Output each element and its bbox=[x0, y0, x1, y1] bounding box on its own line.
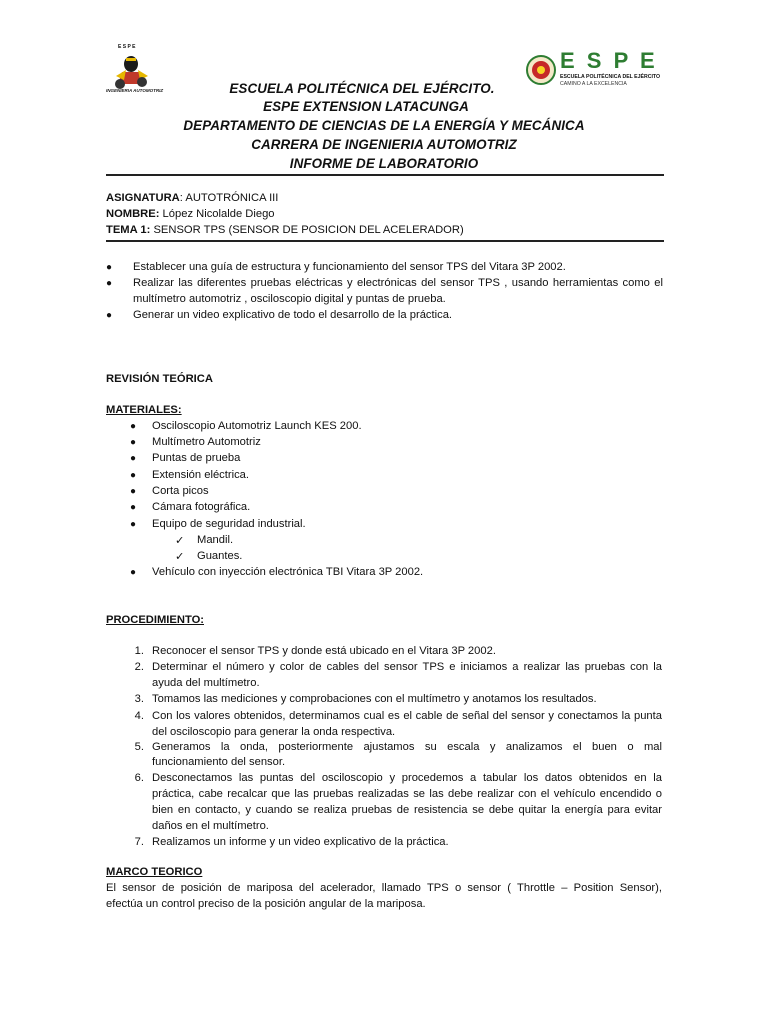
step-number: 5. bbox=[134, 741, 144, 753]
header-line-3: DEPARTAMENTO DE CIENCIAS DE LA ENERGÍA Y MECÁNICA bbox=[183, 118, 585, 133]
header-divider bbox=[106, 174, 664, 176]
materiales-text: MATERIALES: bbox=[106, 404, 182, 416]
objective-3: Generar un video explicativo de todo el desarrollo de la práctica. bbox=[133, 309, 453, 321]
bullet-icon: ● bbox=[130, 470, 137, 481]
step-line: Desconectamos las puntas del osciloscopio y procedemos a tabular los datos obtenidos en la bbox=[152, 772, 662, 784]
marco-teorico-line: El sensor de posición de mariposa del acelerador, llamado TPS o sensor ( Throttle – Position Sensor), bbox=[106, 882, 662, 894]
marco-teorico-line: efectúa un control preciso de la posición angular de la mariposa. bbox=[106, 898, 426, 910]
marco-teorico-text: MARCO TEORICO bbox=[106, 866, 203, 878]
bullet-icon: ● bbox=[130, 519, 137, 530]
material-item: Osciloscopio Automotriz Launch KES 200. bbox=[152, 420, 362, 432]
material-item: Extensión eléctrica. bbox=[152, 469, 250, 481]
objective-1: Establecer una guía de estructura y funcionamiento del sensor TPS del Vitara 3P 2002. bbox=[133, 261, 566, 273]
logo-bottom-text: INGENIERIA AUTOMOTRIZ bbox=[106, 88, 164, 93]
header-line-5: INFORME DE LABORATORIO bbox=[289, 156, 479, 171]
nombre-row bbox=[106, 208, 275, 220]
step-line: funcionamiento del sensor. bbox=[152, 756, 286, 768]
step-number: 3. bbox=[134, 693, 144, 705]
step-line: Realizamos un informe y un video explicativo de la práctica. bbox=[152, 836, 449, 848]
step-number: 2. bbox=[134, 661, 144, 673]
revision-teorica-text: REVISIÓN TEÓRICA bbox=[106, 373, 213, 385]
bullet-icon: ● bbox=[106, 310, 113, 321]
step-line: práctica, cabe recalcar que las pruebas realizadas se las debe realizar con el vehículo encendido o bbox=[152, 788, 662, 800]
step-line: del osciloscopio para generar la onda respectiva. bbox=[152, 726, 396, 738]
bullet-icon: ● bbox=[106, 262, 113, 273]
step-line: Tomamos las mediciones y comprobaciones con el multímetro y anotamos los resultados. bbox=[152, 693, 597, 705]
espe-logo-title: E S P E bbox=[560, 48, 658, 73]
procedimiento-title bbox=[106, 614, 204, 626]
material-item: Equipo de seguridad industrial. bbox=[152, 518, 306, 530]
asignatura-row bbox=[106, 192, 278, 204]
step-line: Reconocer el sensor TPS y donde está ubicado en el Vitara 3P 2002. bbox=[152, 645, 496, 657]
espe-logo-motto: CAMINO A LA EXCELENCIA bbox=[560, 81, 627, 87]
bullet-icon: ● bbox=[130, 567, 137, 578]
step-line: Generamos la onda, posteriormente ajustamos su escala y analizamos el buen o mal bbox=[152, 741, 662, 753]
bullet-icon: ● bbox=[106, 278, 113, 289]
marco-teorico-title bbox=[106, 866, 202, 878]
header-line-4: CARRERA DE INGENIERIA AUTOMOTRIZ bbox=[251, 137, 517, 152]
step-number: 1. bbox=[134, 645, 144, 657]
procedimiento-text: PROCEDIMIENTO: bbox=[106, 614, 204, 626]
bullet-icon: ● bbox=[130, 502, 137, 513]
logo-top-text: E S P E bbox=[118, 44, 136, 50]
nombre-label: NOMBRE: bbox=[106, 208, 160, 220]
material-subitem: Guantes. bbox=[197, 550, 243, 562]
step-number: 6. bbox=[134, 772, 144, 784]
step-line: Con los valores obtenidos, determinamos cual es el cable de señal del sensor y conectamos la punta bbox=[152, 710, 662, 722]
espe-logo-subtitle: ESCUELA POLITÉCNICA DEL EJÉRCITO bbox=[560, 74, 661, 80]
step-line: daños en el multímetro. bbox=[152, 820, 269, 832]
materiales-title bbox=[106, 404, 182, 416]
material-item: Cámara fotográfica. bbox=[152, 501, 251, 513]
revision-teorica-title bbox=[106, 373, 213, 385]
nombre-value: López Nicolalde Diego bbox=[159, 208, 275, 220]
info-divider bbox=[106, 240, 664, 242]
material-subitem: Mandil. bbox=[197, 534, 234, 546]
tema-row bbox=[106, 224, 464, 236]
asignatura-value: : AUTOTRÓNICA III bbox=[179, 192, 279, 204]
bullet-icon: ● bbox=[130, 437, 137, 448]
header-line-1: ESCUELA POLITÉCNICA DEL EJÉRCITO. bbox=[229, 81, 495, 96]
bullet-icon: ● bbox=[130, 486, 137, 497]
material-item: Multímetro Automotriz bbox=[152, 436, 261, 448]
tema-value: SENSOR TPS (SENSOR DE POSICION DEL ACELERADOR) bbox=[150, 224, 464, 236]
material-item: Puntas de prueba bbox=[152, 452, 241, 464]
material-item: Corta picos bbox=[152, 485, 209, 497]
step-line: bien en contacto, y cuando se realiza pruebas de resistencia se debe quitar la energía para evitar bbox=[152, 804, 662, 816]
objective-2: Realizar las diferentes pruebas eléctricas y electrónicas del sensor TPS , usando herramientas como el bbox=[133, 277, 663, 289]
header-line-2: ESPE EXTENSION LATACUNGA bbox=[263, 99, 469, 114]
check-icon: ✓ bbox=[175, 551, 185, 563]
material-item: Vehículo con inyección electrónica TBI Vitara 3P 2002. bbox=[152, 566, 424, 578]
objective-2-cont: multímetro automotriz , osciloscopio digital y puntas de prueba. bbox=[133, 293, 446, 305]
step-number: 4. bbox=[134, 710, 144, 722]
bullet-icon: ● bbox=[130, 421, 137, 432]
tema-label: TEMA 1: bbox=[106, 224, 151, 236]
step-line: Determinar el número y color de cables del sensor TPS e iniciamos a realizar las pruebas con la bbox=[152, 661, 662, 673]
step-line: ayuda del multímetro. bbox=[152, 677, 260, 689]
step-number: 7. bbox=[134, 836, 144, 848]
asignatura-label: ASIGNATURA bbox=[106, 192, 180, 204]
bullet-icon: ● bbox=[130, 453, 137, 464]
check-icon: ✓ bbox=[175, 535, 185, 547]
